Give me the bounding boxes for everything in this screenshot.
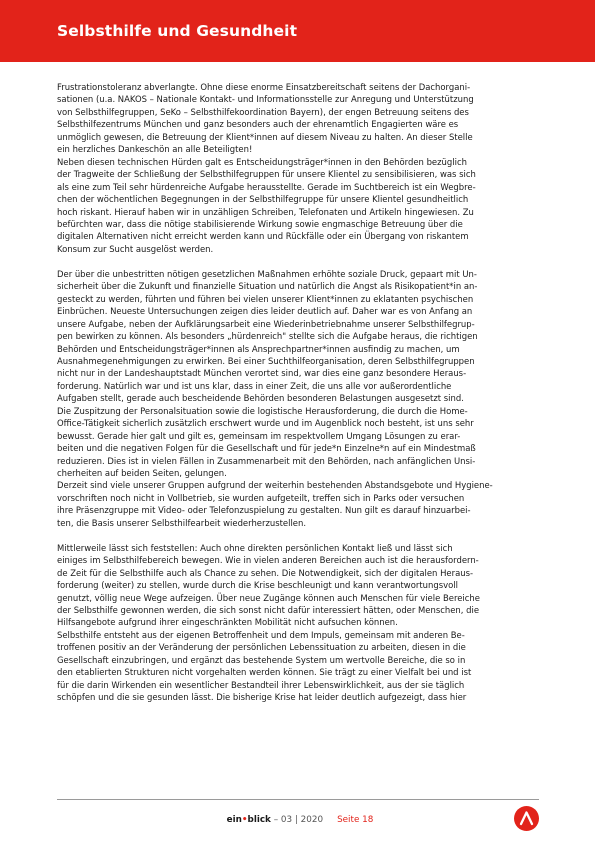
page-number: Seite 18 [337,815,374,825]
text-line: Einbrüchen. Neueste Untersuchungen zeigen dies leider deutlich auf. Daher war es von Anfang an [57,306,473,317]
text-line: als eine zum Teil sehr hürdenreiche Aufgabe herausstellte. Gerade im Suchtbereich ist ein Wegbre- [57,181,476,192]
text-line: hoch riskant. Hierauf haben wir in unzähligen Schreiben, Telefonaten und Artikeln hingewiesen. Zu [57,206,474,217]
text-line: der Selbsthilfe gewonnen werden, die sich sonst nicht dafür interessiert hätten, oder Menschen, die [57,605,480,615]
article-body [57,81,539,704]
text-line: Die Zuspitzung der Personalsituation sowie die logistische Herausforderung, die durch die Home- [57,405,468,416]
paragraph [57,479,539,529]
brand-dot: • [241,815,248,825]
text-line: genutzt, völlig neue Wege aufzeigen. Über neue Zugänge können auch Menschen für viele Bereiche [57,592,480,603]
page-title: Selbsthilfe und Gesundheit [57,22,298,40]
text-line: ihre Präsenzgruppe mit Video- oder Telefonzuspielung zu gestalten. Nun gilt es darauf hinzuarbei- [57,505,471,516]
text-line: Gesellschaft einzubringen, und ergänzt das bestehende System um wertvolle Bereiche, die so in [57,654,466,665]
text-line: pen bewirken zu können. Als besonders „hürdenreich" stellte sich die Aufgabe heraus, die richtigen [57,331,478,342]
brand-name-right: blick [247,815,271,825]
text-line: Hilfsangebote aufgrund ihrer eingeschränkten Mobilität nicht aufsuchen können. [57,617,398,628]
text-line: der Tragweite der Schließung der Selbsthilfegruppen für unsere Klientel zu sensibilisieren, was sich [57,169,476,180]
text-line: unsere Aufgabe, neben der Aufklärungsarbeit eine Wiederinbetriebnahme unserer Selbsthilfegrup- [57,318,475,329]
text-line: von Selbsthilfegruppen, SeKo – Selbsthilfekoordination Bayern), der engen Betreuung seitens des [57,106,469,117]
text-line: de Zeit für die Selbsthilfe auch als Chance zu sehen. Die Notwendigkeit, sich der digitalen Heraus- [57,567,474,578]
text-line: Der über die unbestritten nötigen gesetzlichen Maßnahmen erhöhte soziale Druck, gepaart mit Un- [57,268,477,279]
paragraph [57,81,539,156]
text-line: beiten und die negativen Folgen für die Gesellschaft und für jede*n Einzelne*n auf ein Mindestmaß [57,443,476,454]
page-header [0,0,595,62]
text-line: gesteckt zu werden, führten und führen bei vielen unserer Klient*innen zu eklatanten psychischen [57,293,474,304]
text-line: für die darin Wirkenden ein wesentlicher Bestandteil ihrer Lebenswirklichkeit, aus der sie täglich [57,679,465,690]
paragraph-gap [57,529,539,541]
text-line: ein herzliches Dankeschön an alle Beteiligten! [57,144,253,155]
text-line: forderung (weiter) zu stellen, wurde durch die Krise beschleunigt und kann verantwortungsvoll [57,580,458,591]
text-line: einiges im Selbsthilfebereich bewegen. Wie in vielen anderen Bereichen auch ist die herausfordern- [57,555,479,566]
text-line: reduzieren. Dies ist in vielen Fällen in Zusammenarbeit mit den Behörden, nach anfänglichen Unsi- [57,455,476,466]
text-line: Mittlerweile lässt sich feststellen: Auch ohne direkten persönlichen Kontakt ließ und lässt sich [57,542,453,553]
text-line: schöpfen und die sie gesunden lässt. Die bisherige Krise hat leider deutlich aufgezeigt, dass hier [57,692,467,703]
text-line: nicht nur in der Landeshauptstadt München verortet sind, war dies eine ganz besondere Heraus- [57,368,467,379]
text-line: vorschriften noch nicht in Vollbetrieb, sie wurden aufgeteilt, treffen sich in Parks oder versuchen [57,492,465,503]
text-line: Konsum zur Sucht ausgelöst werden. [57,243,214,254]
text-line: Ausnahmegenehmigungen zu erwirken. Bei einer Suchthilfeorganisation, deren Selbsthilfegruppen [57,355,475,366]
brand-name-left: ein [226,815,242,825]
issue-number: – 03 | 2020 [270,815,324,825]
text-line: Neben diesen technischen Hürden galt es Entscheidungsträger*innen in den Behörden bezüglich [57,156,467,167]
text-line: Behörden und Entscheidungsträger*innen als Ansprechpartner*innen ausfindig zu machen, um [57,343,460,354]
page-footer [200,815,400,825]
text-line: befürchten war, dass die nötige stabilisierende Wirkung sowie engmaschige Betreuung über die [57,218,463,229]
paragraph [57,405,539,480]
text-line: ten, die Basis unserer Selbsthilfearbeit wiederherzustellen. [57,517,307,528]
footer-divider [57,799,539,800]
paragraph [57,156,539,256]
paragraph [57,629,539,704]
text-line: sationen (u.a. NAKOS – Nationale Kontakt- und Informationsstelle zur Anregung und Unterstützung [57,94,474,105]
text-line: troffenen positiv an der Veränderung der persönlichen Lebenssituation zu arbeiten, diesen in die [57,642,466,653]
text-line: digitalen Alternativen nicht erreicht werden kann und Rückfälle oder ein Übergang von riskantem [57,231,469,242]
text-line: Selbsthilfezentrums München und ganz besonders auch der ehrenamtlich Engagierten wäre es [57,119,459,130]
text-line: chen der wöchentlichen Begegnungen in der Selbsthilfegruppe für unsere Klientel gesundheitlich [57,194,469,205]
paragraph [57,268,539,405]
text-line: Office-Tätigkeit sicherlich zusätzlich erschwert wurde und im Augenblick noch besteht, ist uns sehr [57,418,474,429]
text-line: cherheiten auf beiden Seiten, gelungen. [57,468,227,479]
text-line: Selbsthilfe entsteht aus der eigenen Betroffenheit und dem Impuls, gemeinsam mit anderen Be- [57,629,465,640]
text-line: forderung. Natürlich war und ist uns klar, dass in einer Zeit, die uns alle vor außerordentliche [57,380,452,391]
text-line: Derzeit sind viele unserer Gruppen aufgrund der weiterhin bestehenden Abstandsgebote und Hygiene- [57,480,493,491]
text-line: bewusst. Gerade hier galt und gilt es, gemeinsam im respektvollem Umgang Lösungen zu erar- [57,430,461,441]
text-line: sicherheit über die Zukunft und finanzielle Situation und natürlich die Angst als Risikopatient*in an- [57,281,478,292]
text-line: unmöglich gewesen, die Betreuung der Klient*innen auf diesem Niveau zu halten. An dieser Stelle [57,131,473,142]
text-line: Aufgaben stellt, gerade auch bescheidende Behörden besonderen Belastungen ausgesetzt sind. [57,393,464,404]
text-line: Frustrationstoleranz abverlangte. Ohne diese enorme Einsatzbereitschaft seitens der Dachorgani- [57,82,471,92]
text-line: den etablierten Strukturen nicht vorgehalten werden können. Sie trägt zu einer Vielfalt bei und ist [57,667,472,678]
paragraph [57,542,539,629]
a-chevron-logo-icon [514,806,539,831]
paragraph-gap [57,255,539,267]
